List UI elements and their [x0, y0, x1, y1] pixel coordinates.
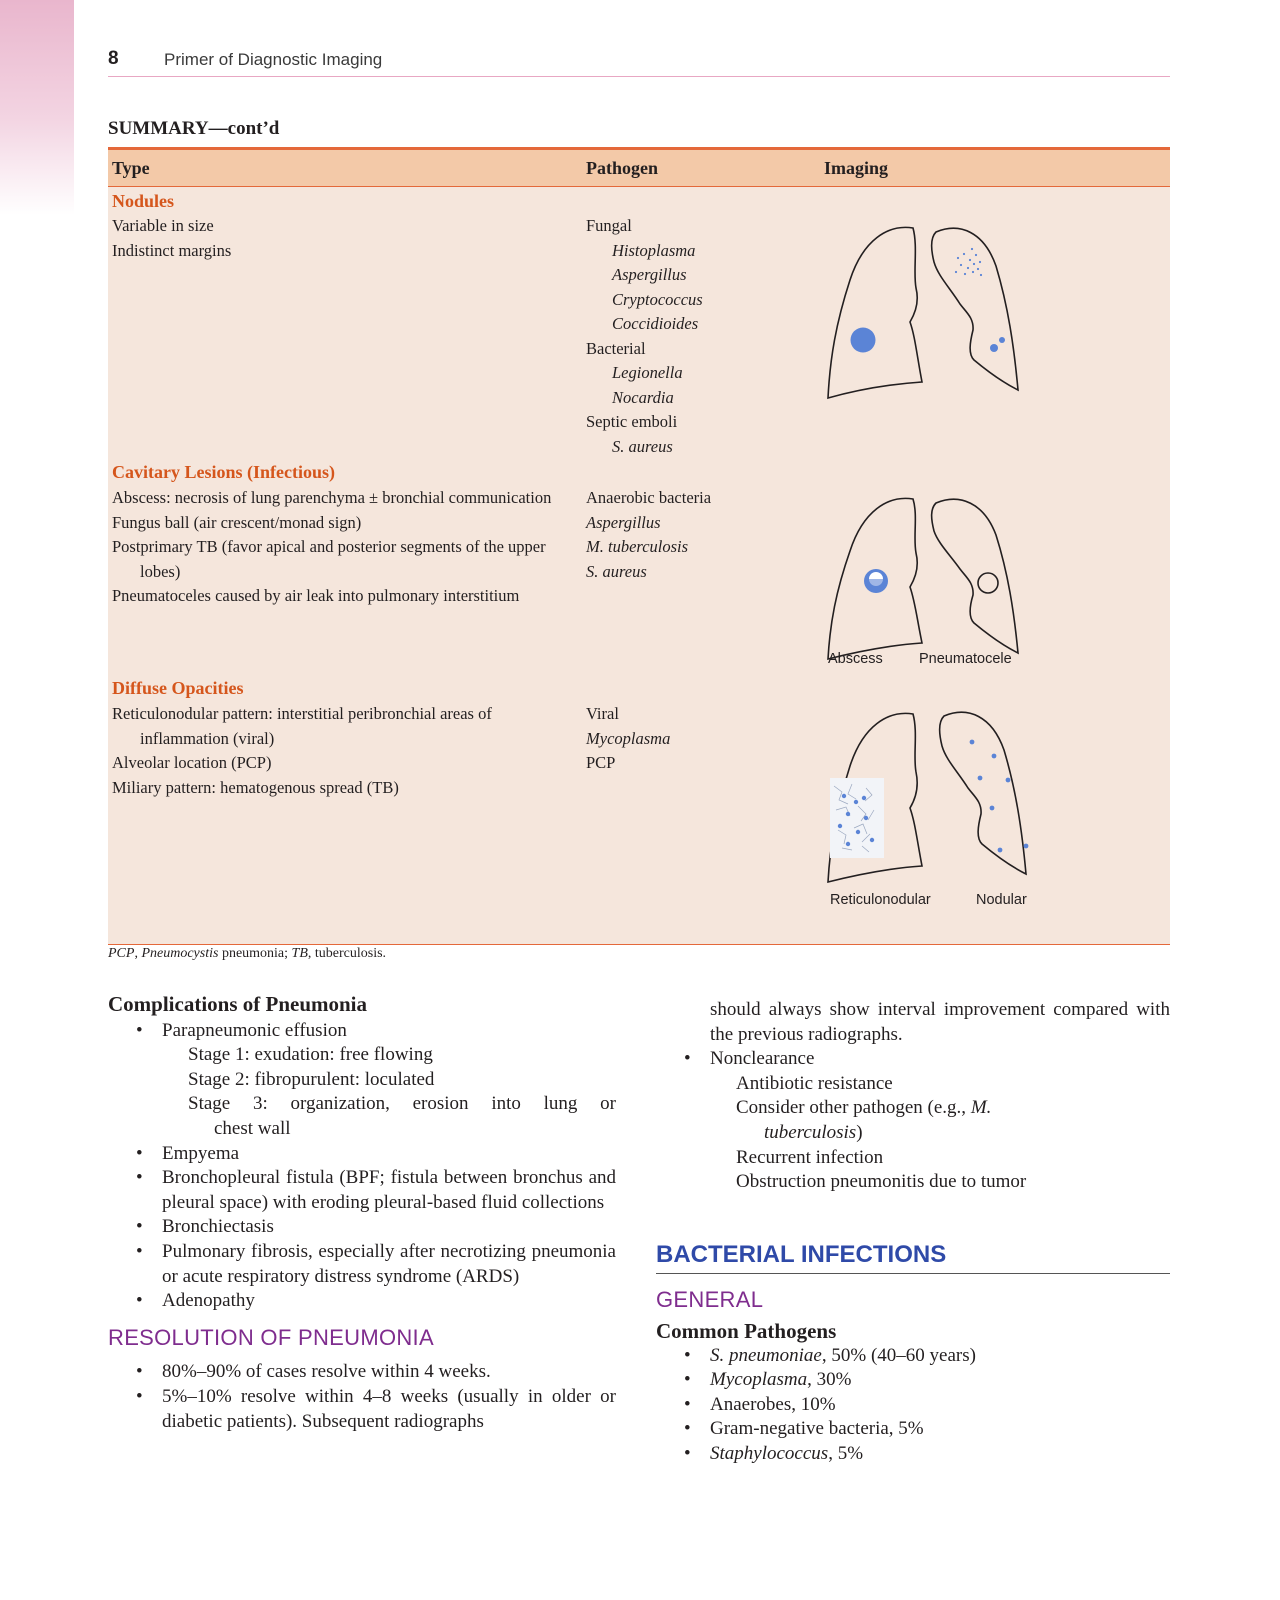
- nodules-lung-diagram: [818, 218, 1058, 404]
- footnote-text: pneumonia;: [218, 946, 292, 961]
- type-item: Postprimary TB (favor apical and posterior segments of the upper: [112, 537, 546, 556]
- list-item: • Staphylococcus, 5%: [684, 1442, 864, 1464]
- pathogen-item: Aspergillus: [612, 265, 687, 284]
- nodule-small: [990, 344, 998, 352]
- pathogen-group: Fungal: [586, 216, 632, 235]
- list-item: Recurrent infection: [736, 1146, 884, 1168]
- footnote-abbr: PCP: [108, 946, 135, 961]
- summary-table: [108, 147, 1170, 945]
- pathogen-item: Cryptococcus: [612, 289, 703, 309]
- list-item: • Mycoplasma, 30%: [684, 1369, 852, 1391]
- section-title-diffuse: Diffuse Opacities: [112, 678, 244, 698]
- type-item: inflammation (viral): [140, 728, 275, 748]
- general-heading: GENERAL: [656, 1287, 764, 1313]
- image-label-nodular: Nodular: [976, 892, 1027, 908]
- list-item: • Pulmonary fibrosis, especially after necrotizing pneumonia or acute respiratory distress syndrome (ARDS): [136, 1240, 616, 1287]
- summary-title: SUMMARY—cont’d: [108, 118, 280, 139]
- book-title: Primer of Diagnostic Imaging: [164, 50, 383, 69]
- footnote-abbr: TB: [291, 946, 308, 961]
- image-label-pneumatocele: Pneumatocele: [919, 651, 1012, 667]
- list-item: • 80%–90% of cases resolve within 4 weeks.: [136, 1361, 491, 1383]
- nodules-type-list: [112, 214, 231, 263]
- list-item: • Nonclearance: [684, 1048, 815, 1070]
- list-item: • Anaerobes, 10%: [684, 1393, 836, 1415]
- cavitary-type-list: [112, 486, 551, 609]
- list-item: • Adenopathy: [136, 1290, 255, 1312]
- type-item: Abscess: necrosis of lung parenchyma ± bronchial communication: [112, 488, 552, 507]
- list-item: • Empyema: [136, 1142, 240, 1164]
- bacterial-infections-heading: BACTERIAL INFECTIONS: [656, 1243, 1170, 1275]
- list-item: • Gram-negative bacteria, 5%: [684, 1418, 924, 1440]
- list-item: chest wall: [214, 1117, 291, 1139]
- page-corner-band: [0, 0, 74, 215]
- complications-heading: Complications of Pneumonia: [108, 992, 368, 1016]
- list-item: Stage 1: exudation: free flowing: [188, 1044, 433, 1066]
- column-header-imaging: Imaging: [824, 158, 889, 178]
- pathogen-item: Legionella: [612, 363, 683, 382]
- column-header-pathogen: Pathogen: [586, 158, 658, 178]
- pneumatocele-ring: [978, 573, 998, 593]
- pathogen-item: Mycoplasma: [586, 728, 671, 748]
- type-item: Reticulonodular pattern: interstitial peribronchial areas of: [112, 704, 492, 723]
- type-item: Alveolar location (PCP): [112, 753, 272, 772]
- list-item: Stage 2: fibropurulent: loculated: [188, 1068, 435, 1090]
- table-footnote: [108, 946, 386, 962]
- nodule-large: [851, 328, 876, 353]
- pathogen-item: Nocardia: [612, 387, 674, 407]
- list-item: Stage 3: organization, erosion into lung or: [188, 1093, 616, 1115]
- diffuse-lung-diagram: [818, 706, 1058, 906]
- nodules-pathogen-list: [586, 214, 703, 459]
- diffuse-pathogen-list: [586, 702, 670, 776]
- list-item: • Bronchiectasis: [136, 1216, 274, 1238]
- list-item: • S. pneumoniae, 50% (40–60 years): [684, 1344, 976, 1366]
- left-column: [108, 992, 616, 1434]
- type-item: Indistinct margins: [112, 240, 232, 260]
- cavitary-pathogen-list: [586, 486, 711, 584]
- resolution-heading: RESOLUTION OF PNEUMONIA: [108, 1324, 434, 1350]
- list-item: • 5%–10% resolve within 4–8 weeks (usually in older or diabetic patients). Subsequent radiographs: [136, 1385, 616, 1432]
- section-title-nodules: Nodules: [112, 191, 175, 211]
- list-item: Obstruction pneumonitis due to tumor: [736, 1171, 1027, 1193]
- type-item: lobes): [140, 561, 181, 581]
- list-item: Consider other pathogen (e.g., M.: [736, 1097, 992, 1119]
- pathogen-item: M. tuberculosis: [586, 537, 689, 556]
- footnote-term: Pneumocystis: [141, 946, 219, 961]
- pathogen-item: S. aureus: [586, 561, 647, 581]
- pathogen-group: Bacterial: [586, 338, 646, 358]
- pathogen-item: Coccidioides: [612, 314, 699, 333]
- type-item: Miliary pattern: hematogenous spread (TB): [112, 777, 399, 797]
- pathogen-item: PCP: [586, 753, 616, 772]
- reticulonodular-patch: [830, 778, 884, 858]
- pathogen-item: Anaerobic bacteria: [586, 488, 712, 507]
- footnote-text: , tuberculosis.: [307, 946, 387, 961]
- image-label-abscess: Abscess: [828, 651, 883, 667]
- type-item: Fungus ball (air crescent/monad sign): [112, 512, 362, 532]
- nodule-cluster: [955, 248, 982, 276]
- type-item: Pneumatoceles caused by air leak into pulmonary interstitium: [112, 586, 520, 605]
- continued-text: should always show interval improvement compared with the previous radiographs.: [710, 999, 1170, 1045]
- pathogen-item: Viral: [586, 704, 619, 723]
- diffuse-type-list: [112, 702, 492, 800]
- pathogen-item: S. aureus: [612, 436, 673, 456]
- footnote-text: ,: [134, 946, 142, 961]
- list-item: Antibiotic resistance: [736, 1072, 893, 1094]
- image-label-reticulonodular: Reticulonodular: [830, 892, 931, 908]
- right-column: [656, 998, 1170, 1467]
- type-item: Variable in size: [112, 216, 214, 235]
- column-header-type: Type: [112, 158, 150, 178]
- pathogen-item: Aspergillus: [586, 512, 661, 532]
- running-head: [108, 48, 1170, 77]
- section-title-cavitary: Cavitary Lesions (Infectious): [112, 462, 335, 482]
- list-item: tuberculosis): [764, 1121, 863, 1143]
- page-number: 8: [108, 48, 119, 69]
- pathogen-item: Histoplasma: [612, 240, 696, 260]
- common-pathogens-heading: Common Pathogens: [656, 1318, 837, 1343]
- pathogen-group: Septic emboli: [586, 412, 678, 431]
- table-header: [108, 150, 1170, 187]
- list-item: • Parapneumonic effusion: [136, 1019, 347, 1041]
- list-item: • Bronchopleural fistula (BPF; fistula between bronchus and pleural space) with eroding pleural-based fluid collections: [136, 1167, 616, 1213]
- nodule-small: [999, 337, 1005, 343]
